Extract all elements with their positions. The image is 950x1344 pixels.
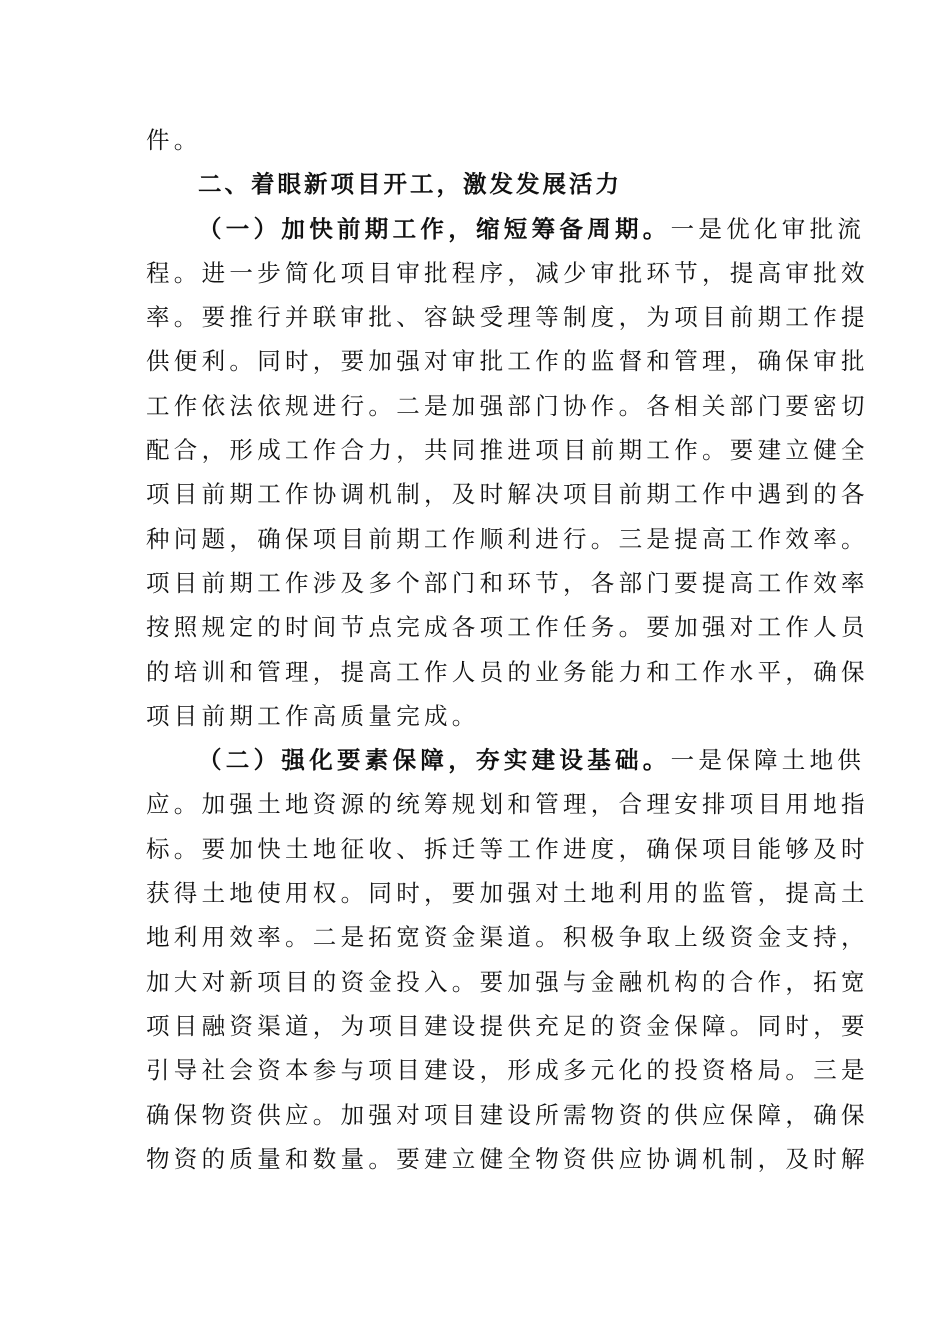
text-line: 引导社会资本参与项目建设，形成多元化的投资格局。三是: [146, 1056, 869, 1085]
document-body: [146, 118, 869, 1181]
text-line: 地利用效率。二是拓宽资金渠道。积极争取上级资金支持，: [146, 923, 869, 952]
text-line: 项目前期工作涉及多个部门和环节，各部门要提高工作效率: [146, 568, 869, 597]
text-line: 加大对新项目的资金投入。要加强与金融机构的合作，拓宽: [146, 967, 869, 996]
paragraph-first-line: [146, 738, 866, 782]
text-line: 的培训和管理，提高工作人员的业务能力和工作水平，确保: [146, 657, 869, 686]
paragraph-text: 一是优化审批流: [670, 214, 866, 243]
text-line: 程。进一步简化项目审批程序，减少审批环节，提高审批效: [146, 258, 869, 287]
text-line: 确保物资供应。加强对项目建设所需物资的供应保障，确保: [146, 1100, 869, 1129]
text-line: 供便利。同时，要加强对审批工作的监督和管理，确保审批: [146, 347, 869, 376]
text-line: 物资的质量和数量。要建立健全物资供应协调机制，及时解: [146, 1144, 869, 1173]
text-line: 配合，形成工作合力，共同推进项目前期工作。要建立健全: [146, 436, 869, 465]
text-line: 工作依法依规进行。二是加强部门协作。各相关部门要密切: [146, 391, 869, 420]
text-line: 件。: [146, 126, 202, 154]
text-line: 种问题，确保项目前期工作顺利进行。三是提高工作效率。: [146, 524, 869, 553]
text-line: 项目前期工作协调机制，及时解决项目前期工作中遇到的各: [146, 480, 869, 509]
text-line: 项目融资渠道，为项目建设提供充足的资金保障。同时，要: [146, 1011, 869, 1040]
subsection-title: （二）强化要素保障，夯实建设基础。: [198, 746, 671, 775]
text-line: 标。要加快土地征收、拆迁等工作进度，确保项目能够及时: [146, 834, 869, 863]
text-line: 按照规定的时间节点完成各项工作任务。要加强对工作人员: [146, 613, 869, 642]
section-heading: 二、着眼新项目开工，激发发展活力: [198, 170, 622, 199]
text-line: 应。加强土地资源的统筹规划和管理，合理安排项目用地指: [146, 790, 869, 819]
text-line: 率。要推行并联审批、容缺受理等制度，为项目前期工作提: [146, 303, 869, 332]
subsection-title: （一）加快前期工作，缩短筹备周期。: [198, 214, 671, 243]
text-line: 项目前期工作高质量完成。: [146, 701, 480, 730]
text-line: 获得土地使用权。同时，要加强对土地利用的监管，提高土: [146, 879, 869, 908]
paragraph-text: 一是保障土地供: [670, 746, 866, 775]
paragraph-first-line: [146, 207, 866, 251]
